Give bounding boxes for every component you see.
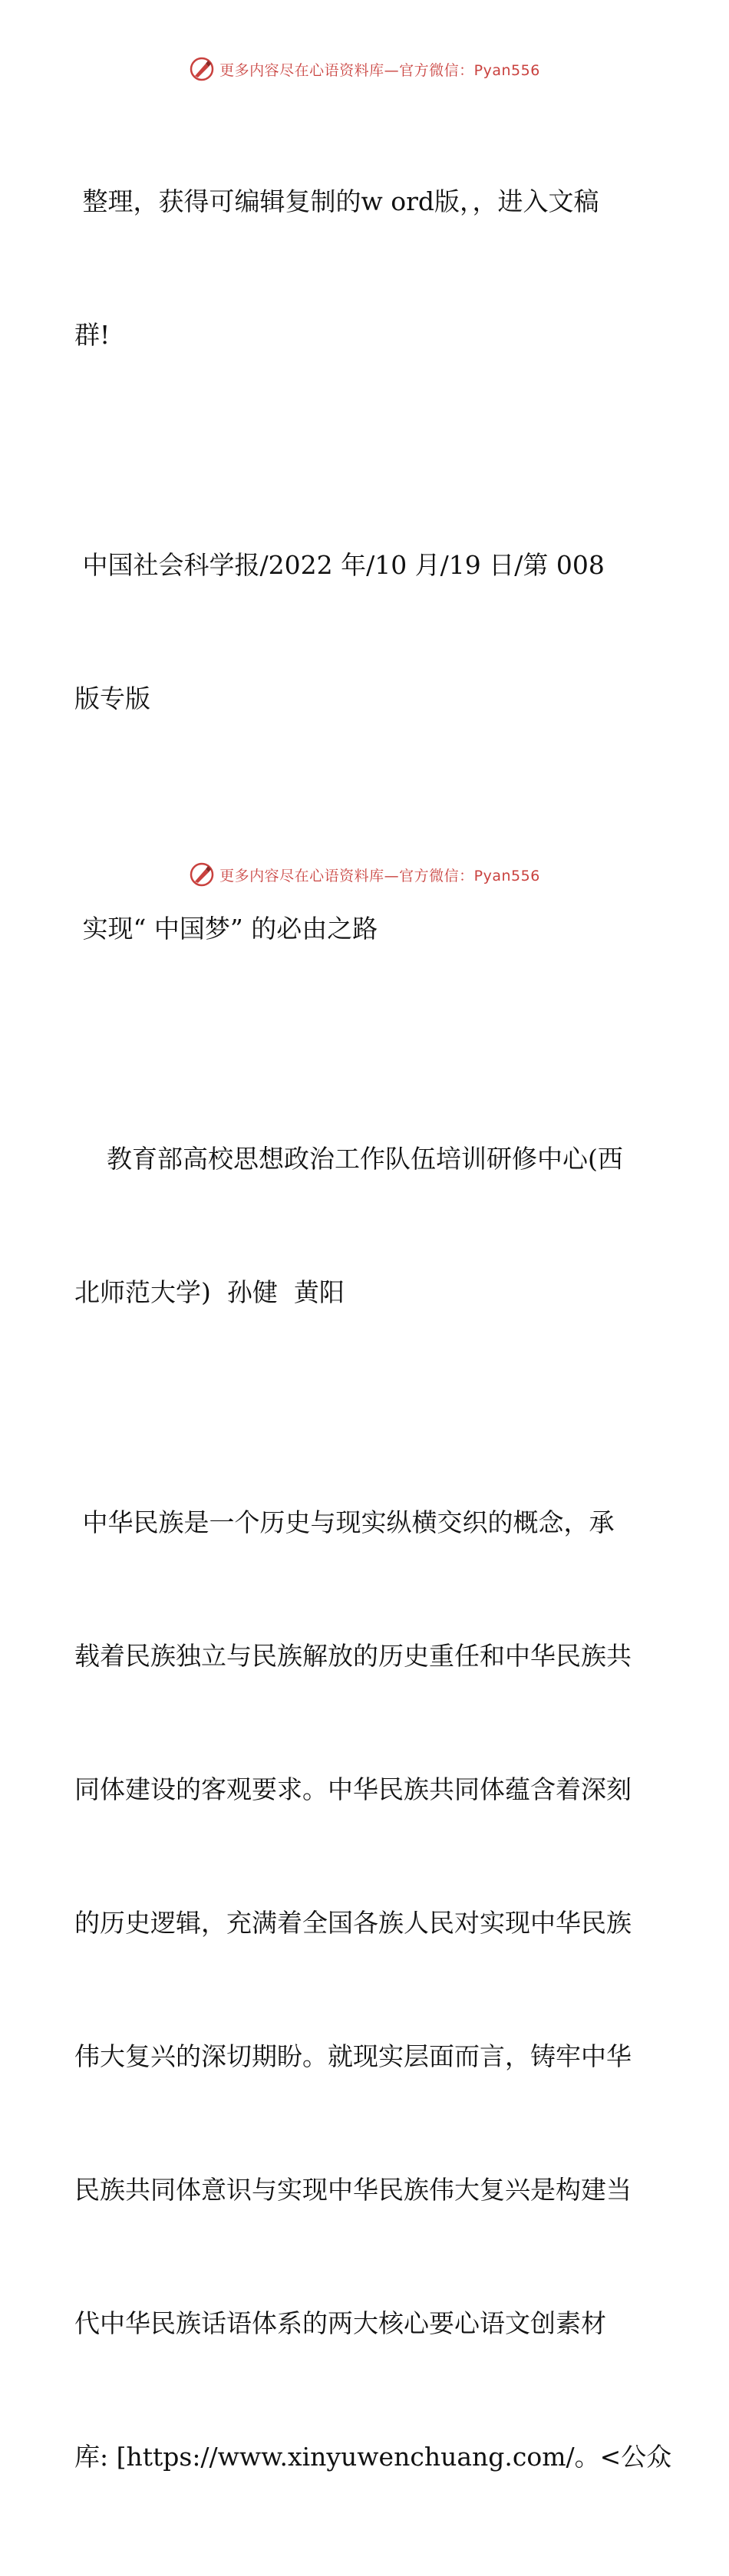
paragraph-body <box>74 1412 672 2568</box>
text-line: 版专版 <box>74 684 150 713</box>
text-line: 北师范大学) 孙健 黄阳 <box>74 1277 345 1307</box>
text-line: 伟大复兴的深切期盼。就现实层面而言，铸牢中华 <box>74 2041 632 2071</box>
text-line: 中国社会科学报/2022 年/10 月/19 日/第 008 <box>74 550 605 580</box>
watermark-text: 更多内容尽在心语资料库—官方微信：Pyan556 <box>219 61 540 79</box>
text-line: 群! <box>74 320 111 350</box>
article-authors <box>74 1048 658 1404</box>
watermark-text: 更多内容尽在心语资料库—官方微信：Pyan556 <box>219 867 540 884</box>
paragraph-intro <box>74 91 658 446</box>
text-line: 的历史逻辑，充满着全国各族人民对实现中华民族 <box>74 1908 632 1938</box>
text-line: 代中华民族话语体系的两大核心要心语文创素材 <box>74 2308 606 2338</box>
text-line: 教育部高校思想政治工作队伍培训研修中心(西 <box>74 1144 623 1174</box>
article-title <box>74 818 658 1040</box>
header-watermark-banner <box>0 54 729 84</box>
document-body <box>74 91 672 2576</box>
paragraph-source <box>74 454 658 810</box>
text-line: 整理，获得可编辑复制的w ord版，，进入文稿 <box>74 186 599 216</box>
text-line: 民族共同体意识与实现中华民族伟大复兴是构建当 <box>74 2175 632 2205</box>
text-line: 载着民族独立与民族解放的历史重任和中华民族共 <box>74 1641 632 1671</box>
pen-logo-icon <box>189 56 215 82</box>
pen-logo-icon <box>189 861 215 888</box>
text-line: 库: [https://www.xinyuwenchuang.com/。<公众 <box>74 2442 672 2472</box>
text-line: 中华民族是一个历史与现实纵横交织的概念，承 <box>74 1507 615 1537</box>
text-line: 同体建设的客观要求。中华民族共同体蕴含着深刻 <box>74 1774 632 1804</box>
text-line: 实现“ 中国梦” 的必由之路 <box>74 914 378 944</box>
footer-watermark-banner <box>0 859 729 890</box>
